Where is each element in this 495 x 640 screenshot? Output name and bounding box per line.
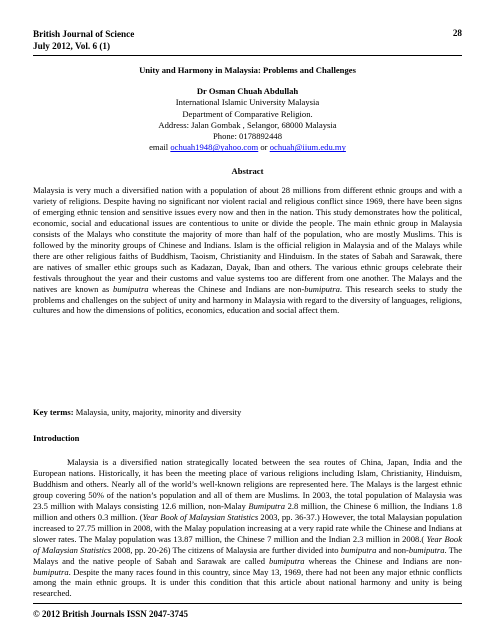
intro-text-2: 2.8 million, the Chinese 6 million, the Indians 1.8 million and others 0.3 million. ( [33, 500, 462, 522]
introduction-heading: Introduction [33, 433, 80, 443]
key-terms [33, 407, 462, 418]
footer-copyright: © 2012 British Journals ISSN 2047-3745 [33, 609, 188, 619]
author-block [33, 86, 462, 154]
intro-italic-6: bumiputra [268, 555, 305, 566]
author-email [33, 142, 462, 153]
email-link-iium[interactable]: ochuah@iium.edu.my [269, 142, 346, 153]
abstract-part-3: . This research seeks to study the problems and challenges on the subject of unity and harmony in Malaysia with regard to the diversity of languages, religions, cultures and how the dimensions of politics, economics, education and social affect them. [33, 283, 462, 316]
intro-text-7: whereas the Chinese and Indians are non- [304, 555, 462, 566]
intro-italic-1: Bumiputra [248, 500, 285, 511]
intro-italic-5: bumiputra [408, 544, 445, 555]
footer-divider [33, 603, 462, 604]
intro-italic-3: Year Book of Malaysian Statistics [33, 533, 463, 555]
journal-issue: July 2012, Vol. 6 (1) [33, 41, 111, 51]
intro-text-8: . Despite the many races found in this country, since May 13, 1969, there had not been any major ethnic conflicts among the main ethnic groups. It is under this condition that this article about national harmony and unity is being researched. [33, 566, 462, 599]
author-department: Department of Comparative Religion. [182, 108, 313, 119]
abstract-term-bumiputra-2: bumiputra [304, 283, 340, 294]
intro-italic-7: bumiputra [33, 566, 69, 577]
key-terms-list: Malaysia, unity, majority, minority and diversity [73, 407, 242, 417]
page-number: 28 [452, 28, 462, 38]
article-title: Unity and Harmony in Malaysia: Problems and Challenges [139, 65, 356, 75]
abstract-term-bumiputra: bumiputra [112, 283, 149, 294]
intro-text-5: and non- [376, 544, 409, 555]
email-prefix: email [149, 142, 171, 153]
intro-text-4: 2008, pp. 20-26) The citizens of Malaysia are further divided into [111, 544, 341, 555]
intro-italic-4: bumiputra [340, 544, 377, 555]
author-affiliation: International Islamic University Malaysia [175, 97, 320, 108]
journal-name: British Journal of Science [33, 29, 135, 39]
author-phone: Phone: 0178892448 [213, 131, 282, 142]
key-terms-label: Key terms: [33, 407, 74, 417]
header-divider [33, 55, 462, 56]
abstract-part-2: whereas the Chinese and Indians are non- [148, 283, 305, 294]
intro-text-6: . The Malays and the native people of Sabah and Sarawak are called [33, 544, 462, 566]
intro-italic-2: Year Book of Malaysian Statistics [142, 511, 259, 522]
intro-text-3: 2003, pp. 36-37.) However, the total Malaysian population increased to 27.75 million in 2008, with the Malay population increasing at a very rapid rate while the Chinese and Indians at slower rates. The Malay population was 13.87 million, the Chinese 7 million and the Indian 2.3 million in 2008.( [33, 511, 462, 544]
intro-text-1: Malaysia is a diversified nation strategically located between the sea routes of China, Japan, India and the European nations. Historically, it has been the meeting place of various religions including Islam, Christianity, Hinduism, Buddhism and others. Nearly all of the world’s well-known religions are represented here. The Malays is the largest ethnic group covering 50% of the nation’s population and all of them are Muslims. In 2003, the total population of Malaysia was 23.5 million with Malays consisting 12.6 million, non-Malay [33, 457, 462, 511]
email-or: or [258, 142, 270, 153]
abstract-part-1: Malaysia is very much a diversified nation with a population of about 28 millions from different ethnic groups and with a variety of religions. Despite having no significant nor violent racial and religious conflict since 1969, there have been signs of emerging ethnic tension and sensitive issues every now and then in the nation. This study demonstrates how the political, economic, social and educational issues are contentious to unite or divide the people. The main ethnic group in Malaysia consists of the Malays who constitute the majority of more than half of the population, who are mostly Muslims. This is followed by the minority groups of Chinese and Indians. Islam is the official religion in Malaysia and of the Malays while there are other religious faiths of Buddhism, Taoism, Christianity and Hinduism. In the states of Sabah and Sarawak, there are natives of smaller ethic groups such as Kadazan, Dayak, Iban and others. The various ethnic groups celebrate their festivals throughout the year and their customs and value systems too are different from one another. The Malays and the natives are known as [33, 185, 462, 294]
author-name: Dr Osman Chuah Abdullah [196, 86, 299, 96]
abstract-heading: Abstract [231, 166, 264, 176]
email-link-yahoo[interactable]: ochuah1948@yahoo.com [170, 142, 259, 153]
abstract-text [33, 185, 462, 316]
running-header [33, 28, 134, 52]
author-address: Address: Jalan Gombak , Selangor, 68000 Malaysia [158, 119, 337, 130]
introduction-paragraph [33, 457, 462, 599]
